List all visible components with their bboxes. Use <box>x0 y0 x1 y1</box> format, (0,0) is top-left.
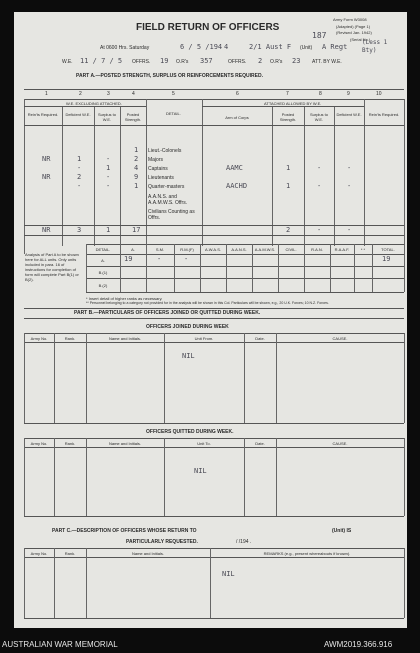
we-label: W.E. <box>62 59 73 65</box>
analysis-header-total: TOTAL. <box>381 247 395 252</box>
col-number: 9 <box>347 91 350 97</box>
quitted-header-name: Name and Initials. <box>108 441 141 446</box>
footnote-1: * Insert detail of higher ranks as necessary. <box>86 296 163 301</box>
total-c9: - <box>347 226 352 234</box>
col-number: 5 <box>172 91 175 97</box>
col-number: 1 <box>45 91 48 97</box>
joined-header-army-no: Army No. <box>30 336 48 341</box>
att-label: ATT. BY W.E. <box>312 59 342 65</box>
cell-c9: - <box>347 182 352 190</box>
cell-c2: 2 <box>77 173 82 181</box>
joined-header-name: Name and Initials. <box>108 336 141 341</box>
col-number: 7 <box>286 91 289 97</box>
analysis-header-raaf: R.A.A.F. <box>334 247 350 252</box>
cell-c4: 2 <box>134 155 139 163</box>
cell-c3: 1 <box>106 164 111 172</box>
cell-c2: 1 <box>77 155 82 163</box>
rank-captains: Captains <box>148 166 168 172</box>
cell-c7: 1 <box>286 182 291 190</box>
analysis-rmf-value: - <box>184 255 189 263</box>
rank-majors: Majors <box>148 157 164 163</box>
analysis-header-sm: S.M. <box>155 247 165 252</box>
part-b-title: PART B.—PARTICULARS OF OFFICERS JOINED OR QUITTED DURING WEEK. <box>74 310 261 316</box>
revised-label: (Revised Jan. 1942) <box>336 30 372 35</box>
analysis-header-rmf: R.M.(F) <box>180 247 194 252</box>
cell-c3: - <box>106 182 111 190</box>
rank-aans: A.A.N.S. and A.A.M.W.S. Offrs. <box>148 194 188 206</box>
col-number: 3 <box>107 91 110 97</box>
offrs2-value: 2 <box>258 57 263 65</box>
cell-c4: 9 <box>134 173 139 181</box>
footnote-2: ** Personnel belonging to a category not provided for in the analysis will be shown in this Col. Particulars will be shown, e.g., 20 U.K. Forces; 10 N.Z. Forces. <box>86 301 329 305</box>
part-a-title: PART A.—POSTED STRENGTH, SURPLUS OR REINFORCEMENTS REQUIRED. <box>76 73 263 79</box>
cell-c4: 1 <box>134 146 139 154</box>
part-c-date: / /194 . <box>236 539 252 545</box>
rank-civilians: Civilians Counting as Offrs. <box>148 209 195 221</box>
offrs2-label: OFFRS. <box>228 59 247 65</box>
analysis-total-value: 19 <box>382 255 391 263</box>
cell-arm: AAMC <box>226 164 243 172</box>
arm-of-corps-header: Arm of Corps <box>225 115 249 120</box>
analysis-row-b2: B.(2) <box>98 283 108 288</box>
line1-note: (Less 1 Bty) <box>362 39 388 54</box>
adapted-label: (Adapted) (Page 1) <box>336 24 371 29</box>
part-c-header-name: Name and Initials. <box>131 551 164 556</box>
offrs-value: 19 <box>160 57 169 65</box>
quitted-nil: NIL <box>194 467 207 475</box>
cell-c1: NR <box>42 155 51 163</box>
subheader-deficient-right: Deficient W.E. <box>336 112 362 117</box>
col-number: 2 <box>79 91 82 97</box>
ors-value: 357 <box>200 57 213 65</box>
subheader-posted-left: Posted Strength. <box>124 112 142 122</box>
line1-regt: A Regt <box>322 43 348 51</box>
analysis-header-a: A. <box>131 247 135 252</box>
cell-c3: - <box>106 173 111 181</box>
line1-prefix: At 0600 Hrs. Saturday <box>100 45 150 51</box>
joined-nil: NIL <box>182 352 195 360</box>
subheader-reints-left: Rein'ts Required. <box>27 112 59 117</box>
quitted-header-unit: Unit To. <box>197 441 211 446</box>
quitted-header-rank: Rank. <box>64 441 76 446</box>
joined-header-rank: Rank. <box>64 336 76 341</box>
subheader-deficient-left: Deficient W.E. <box>65 112 91 117</box>
cell-c1: NR <box>42 173 51 181</box>
footer-left: AUSTRALIAN WAR MEMORIAL <box>2 640 118 649</box>
offrs-label: OFFRS. <box>132 59 151 65</box>
total-c1: NR <box>42 226 51 234</box>
analysis-header-awas: A.W.A.S. <box>204 247 221 252</box>
subheader-reints-right: Rein'ts Required. <box>368 112 400 117</box>
part-c-header-rank: Rank. <box>64 551 76 556</box>
analysis-header-detail: DETAIL. <box>95 247 111 252</box>
we-excluding-header: W.E. EXCLUDING ATTACHED. <box>66 101 122 106</box>
joined-header-cause: CAUSE. <box>332 336 348 341</box>
cell-arm: AACHD <box>226 182 248 190</box>
line1-unit: 2/1 Aust F <box>249 43 292 51</box>
analysis-header-aamws: A.A.M.W.S. <box>254 247 276 252</box>
part-c-nil: NIL <box>222 570 235 578</box>
col-number: 10 <box>376 91 382 97</box>
line1-year: 4 <box>224 43 229 51</box>
cell-c4: 4 <box>134 164 139 172</box>
joined-header-unit: Unit From. <box>194 336 214 341</box>
serial-label: (Serial No.) <box>350 37 371 42</box>
part-c-header-remarks: REMARKS (e.g., present whereabouts if known). <box>263 551 351 556</box>
quitted-header-date: Date. <box>255 441 265 446</box>
army-form-label: Army Form W3008 <box>333 17 367 22</box>
ors2-value: 23 <box>292 57 301 65</box>
subheader-surplus-right: Surplus to W.E. <box>309 112 328 122</box>
part-c-title: PART C.—DESCRIPTION OF OFFICERS WHOSE RETURN TO <box>52 528 197 534</box>
serial-written: 187 <box>312 31 327 40</box>
part-c-header-army-no: Army No. <box>30 551 48 556</box>
we-value: 11 / 7 / 5 <box>80 57 123 65</box>
analysis-a-value: 19 <box>124 255 133 263</box>
analysis-sm-value: - <box>157 255 162 263</box>
analysis-header-aans: A.A.N.S. <box>231 247 247 252</box>
detail-header: DETAIL. <box>166 111 181 116</box>
joined-header-date: Date. <box>255 336 265 341</box>
total-c4: 17 <box>132 226 141 234</box>
part-c-unit: (Unit) IS <box>332 528 352 534</box>
rank-lieutenants: Lieutenants <box>148 175 174 181</box>
quitted-header-army-no: Army No. <box>30 441 48 446</box>
form-title: FIELD RETURN OF OFFICERS <box>136 22 280 33</box>
analysis-header-other: * * <box>360 247 366 252</box>
footer-right: AWM2019.366.916 <box>324 640 393 649</box>
cell-c7: 1 <box>286 164 291 172</box>
attached-allowed-header: ATTACHED ALLOWED BY W.E. <box>264 101 322 106</box>
col-number: 4 <box>132 91 135 97</box>
total-c7: 2 <box>286 226 291 234</box>
rank-quartermasters: Quarter-masters <box>148 184 185 190</box>
joined-title: OFFICERS JOINED DURING WEEK <box>146 324 229 330</box>
analysis-header-civil: CIVIL. <box>285 247 297 252</box>
analysis-header-ran: R.A.N. <box>311 247 323 252</box>
cell-c9: - <box>347 164 352 172</box>
total-c8: - <box>317 226 322 234</box>
analysis-row-a: A. <box>101 258 105 263</box>
line1-date: 6 / 5 /194 <box>180 43 223 51</box>
form-page <box>14 12 407 628</box>
cell-c8: - <box>317 182 322 190</box>
analysis-instructions: Analysis of Part A to be shown here for ALL units. Only units included in para. 16 of instructions for completion of form will complete Part B(1) or B(2). <box>25 252 79 282</box>
cell-c2: - <box>77 182 82 190</box>
quitted-title: OFFICERS QUITTED DURING WEEK. <box>146 429 234 435</box>
ors-label: O.R's <box>176 59 189 65</box>
part-c-title2: PARTICULARLY REQUESTED. <box>126 539 198 545</box>
cell-c2: - <box>77 164 82 172</box>
quitted-header-cause: CAUSE. <box>332 441 348 446</box>
total-c3: 1 <box>106 226 111 234</box>
subheader-posted-right: Posted Strength. <box>279 112 297 122</box>
analysis-row-b1: B.(1) <box>98 270 108 275</box>
cell-c4: 1 <box>134 182 139 190</box>
rank-lieut-colonels: Lieut.-Colonels <box>148 148 182 154</box>
subheader-surplus-left: Surplus to W.E. <box>97 112 116 122</box>
col-number: 8 <box>319 91 322 97</box>
line1-unit-label: (Unit) <box>300 45 313 51</box>
ors2-label: O.R's <box>270 59 283 65</box>
cell-c8: - <box>317 164 322 172</box>
col-number: 6 <box>236 91 239 97</box>
cell-c3: - <box>106 155 111 163</box>
total-c2: 3 <box>77 226 82 234</box>
